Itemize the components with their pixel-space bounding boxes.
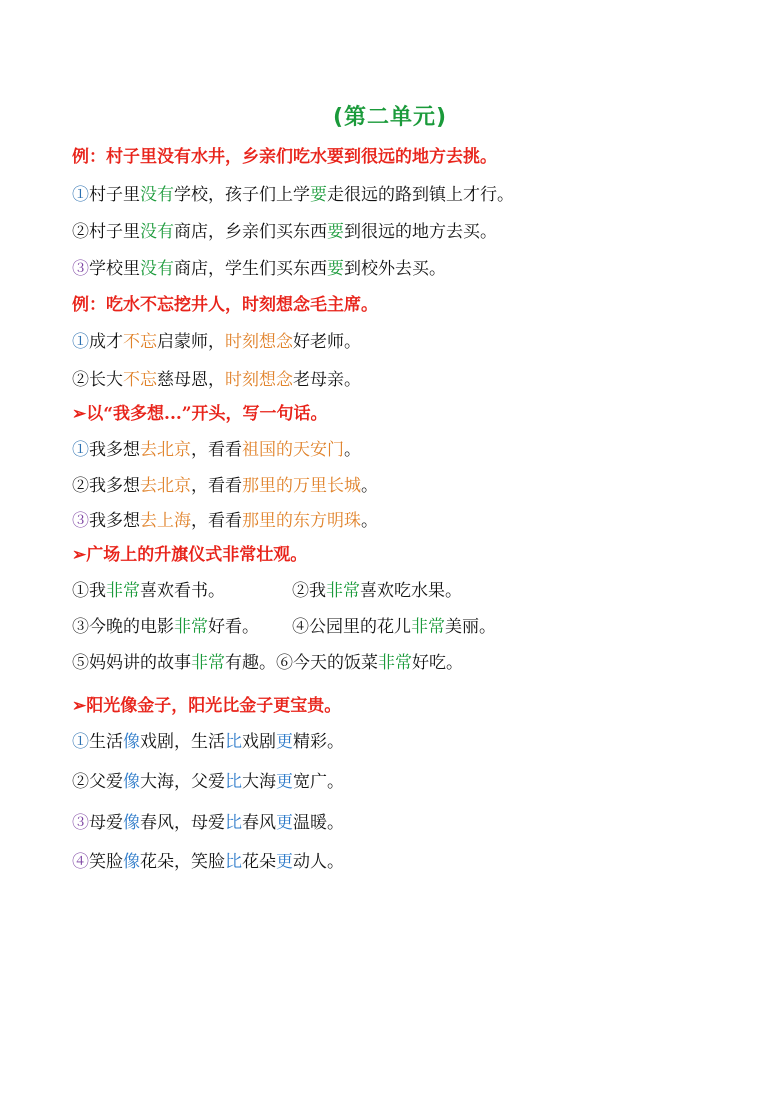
keyword: 像 <box>123 732 140 752</box>
text: 到校外去买。 <box>344 259 446 279</box>
section2-item-2 <box>72 369 361 391</box>
text: 商店，乡亲们买东西 <box>174 222 327 242</box>
keyword: 非常 <box>106 581 140 601</box>
section3-item-2 <box>72 475 378 497</box>
text: 今天的饭菜 <box>293 653 378 673</box>
keyword: 更 <box>276 813 293 833</box>
text: 长大 <box>89 370 123 390</box>
keyword: 去北京 <box>140 440 191 460</box>
keyword: 比 <box>225 732 242 752</box>
keyword: 更 <box>276 852 293 872</box>
keyword: 更 <box>276 732 293 752</box>
item-number: ③ <box>72 259 89 279</box>
text: 我多想 <box>89 440 140 460</box>
text: 大海 <box>242 772 276 792</box>
section4-item-5 <box>72 652 463 674</box>
section4-item-3 <box>72 616 259 638</box>
section5-item-3 <box>72 812 344 834</box>
item-number: ① <box>72 732 89 752</box>
section3-item-1 <box>72 439 361 461</box>
item-number: ① <box>72 581 89 601</box>
item-number: ③ <box>72 511 89 531</box>
section5-item-1 <box>72 731 344 753</box>
section4-heading: ➢广场上的升旗仪式非常壮观。 <box>72 545 308 565</box>
text: 好吃。 <box>412 653 463 673</box>
item-number: ② <box>72 222 89 242</box>
section5-item-4 <box>72 851 344 873</box>
text: 今晚的电影 <box>89 617 174 637</box>
text: 村子里 <box>89 185 140 205</box>
text: 妈妈讲的故事 <box>89 653 191 673</box>
keyword: 那里的东方明珠 <box>242 511 361 531</box>
text: 宽广。 <box>293 772 344 792</box>
section3-item-3 <box>72 510 378 532</box>
item-number: ① <box>72 440 89 460</box>
keyword: 时刻想念 <box>225 332 293 352</box>
text: 我 <box>89 581 106 601</box>
keyword: 非常 <box>174 617 208 637</box>
text: 温暖。 <box>293 813 344 833</box>
keyword: 祖国的天安门 <box>242 440 344 460</box>
text: 村子里 <box>89 222 140 242</box>
keyword: 去北京 <box>140 476 191 496</box>
text: 戏剧，生活 <box>140 732 225 752</box>
keyword: 去上海 <box>140 511 191 531</box>
keyword: 比 <box>225 852 242 872</box>
section5-item-2 <box>72 771 344 793</box>
page-title: (第二单元) <box>332 105 448 130</box>
text: 商店，学生们买东西 <box>174 259 327 279</box>
keyword: 非常 <box>326 581 360 601</box>
item-number: ③ <box>72 813 89 833</box>
text: 走很远的路到镇上才行。 <box>327 185 514 205</box>
keyword: 要 <box>310 185 327 205</box>
section1-item-3 <box>72 258 446 280</box>
keyword: 像 <box>123 813 140 833</box>
item-number: ② <box>72 370 89 390</box>
item-number: ① <box>72 332 89 352</box>
text: ，看看 <box>191 511 242 531</box>
item-number: ③ <box>72 617 89 637</box>
item-number: ② <box>72 476 89 496</box>
text: 我多想 <box>89 511 140 531</box>
keyword: 非常 <box>411 617 445 637</box>
section4-item-4 <box>292 616 496 638</box>
keyword: 没有 <box>140 185 174 205</box>
section1-item-1 <box>72 184 514 206</box>
text: 老母亲。 <box>293 370 361 390</box>
text: 精彩。 <box>293 732 344 752</box>
keyword: 要 <box>327 259 344 279</box>
item-number: ② <box>72 772 89 792</box>
keyword: 非常 <box>378 653 412 673</box>
keyword: 更 <box>276 772 293 792</box>
keyword: 非常 <box>191 653 225 673</box>
text: 喜欢看书。 <box>140 581 225 601</box>
text: 喜欢吃水果。 <box>360 581 462 601</box>
text: 戏剧 <box>242 732 276 752</box>
keyword: 时刻想念 <box>225 370 293 390</box>
text: 。 <box>361 511 378 531</box>
section2-heading: 例：吃水不忘挖井人，时刻想念毛主席。 <box>72 295 378 315</box>
keyword: 比 <box>225 772 242 792</box>
text: 公园里的花儿 <box>309 617 411 637</box>
text: 学校，孩子们上学 <box>174 185 310 205</box>
section1-item-2 <box>72 221 497 243</box>
item-number: ④ <box>72 852 89 872</box>
text: 我 <box>309 581 326 601</box>
text: 启蒙师， <box>157 332 225 352</box>
section3-heading: ➢以“我多想...”开头，写一句话。 <box>72 404 328 424</box>
section4-item-1 <box>72 580 225 602</box>
text: 好老师。 <box>293 332 361 352</box>
text: 学校里 <box>89 259 140 279</box>
text: 好看。 <box>208 617 259 637</box>
section2-item-1 <box>72 331 361 353</box>
text: 。 <box>361 476 378 496</box>
item-number: ① <box>72 185 89 205</box>
item-number: ② <box>292 581 309 601</box>
item-number: ④ <box>292 617 309 637</box>
text: 。 <box>344 440 361 460</box>
text: 花朵，笑脸 <box>140 852 225 872</box>
text: 美丽。 <box>445 617 496 637</box>
keyword: 不忘 <box>123 332 157 352</box>
text: 花朵 <box>242 852 276 872</box>
keyword: 比 <box>225 813 242 833</box>
text: 有趣。 <box>225 653 276 673</box>
text: 春风，母爱 <box>140 813 225 833</box>
keyword: 没有 <box>140 222 174 242</box>
text: 成才 <box>89 332 123 352</box>
text: 大海，父爱 <box>140 772 225 792</box>
keyword: 不忘 <box>123 370 157 390</box>
keyword: 那里的万里长城 <box>242 476 361 496</box>
section4-item-2 <box>292 580 462 602</box>
keyword: 要 <box>327 222 344 242</box>
item-number: ⑤ <box>72 653 89 673</box>
section5-heading: ➢阳光像金子，阳光比金子更宝贵。 <box>72 696 342 716</box>
keyword: 没有 <box>140 259 174 279</box>
text: 笑脸 <box>89 852 123 872</box>
text: ，看看 <box>191 440 242 460</box>
text: 慈母恩， <box>157 370 225 390</box>
text: 父爱 <box>89 772 123 792</box>
text: 春风 <box>242 813 276 833</box>
text: 我多想 <box>89 476 140 496</box>
keyword: 像 <box>123 772 140 792</box>
text: 母爱 <box>89 813 123 833</box>
text: ，看看 <box>191 476 242 496</box>
text: 生活 <box>89 732 123 752</box>
text: 动人。 <box>293 852 344 872</box>
item-number: ⑥ <box>276 653 293 673</box>
section1-heading: 例：村子里没有水井，乡亲们吃水要到很远的地方去挑。 <box>72 147 497 167</box>
text: 到很远的地方去买。 <box>344 222 497 242</box>
keyword: 像 <box>123 852 140 872</box>
